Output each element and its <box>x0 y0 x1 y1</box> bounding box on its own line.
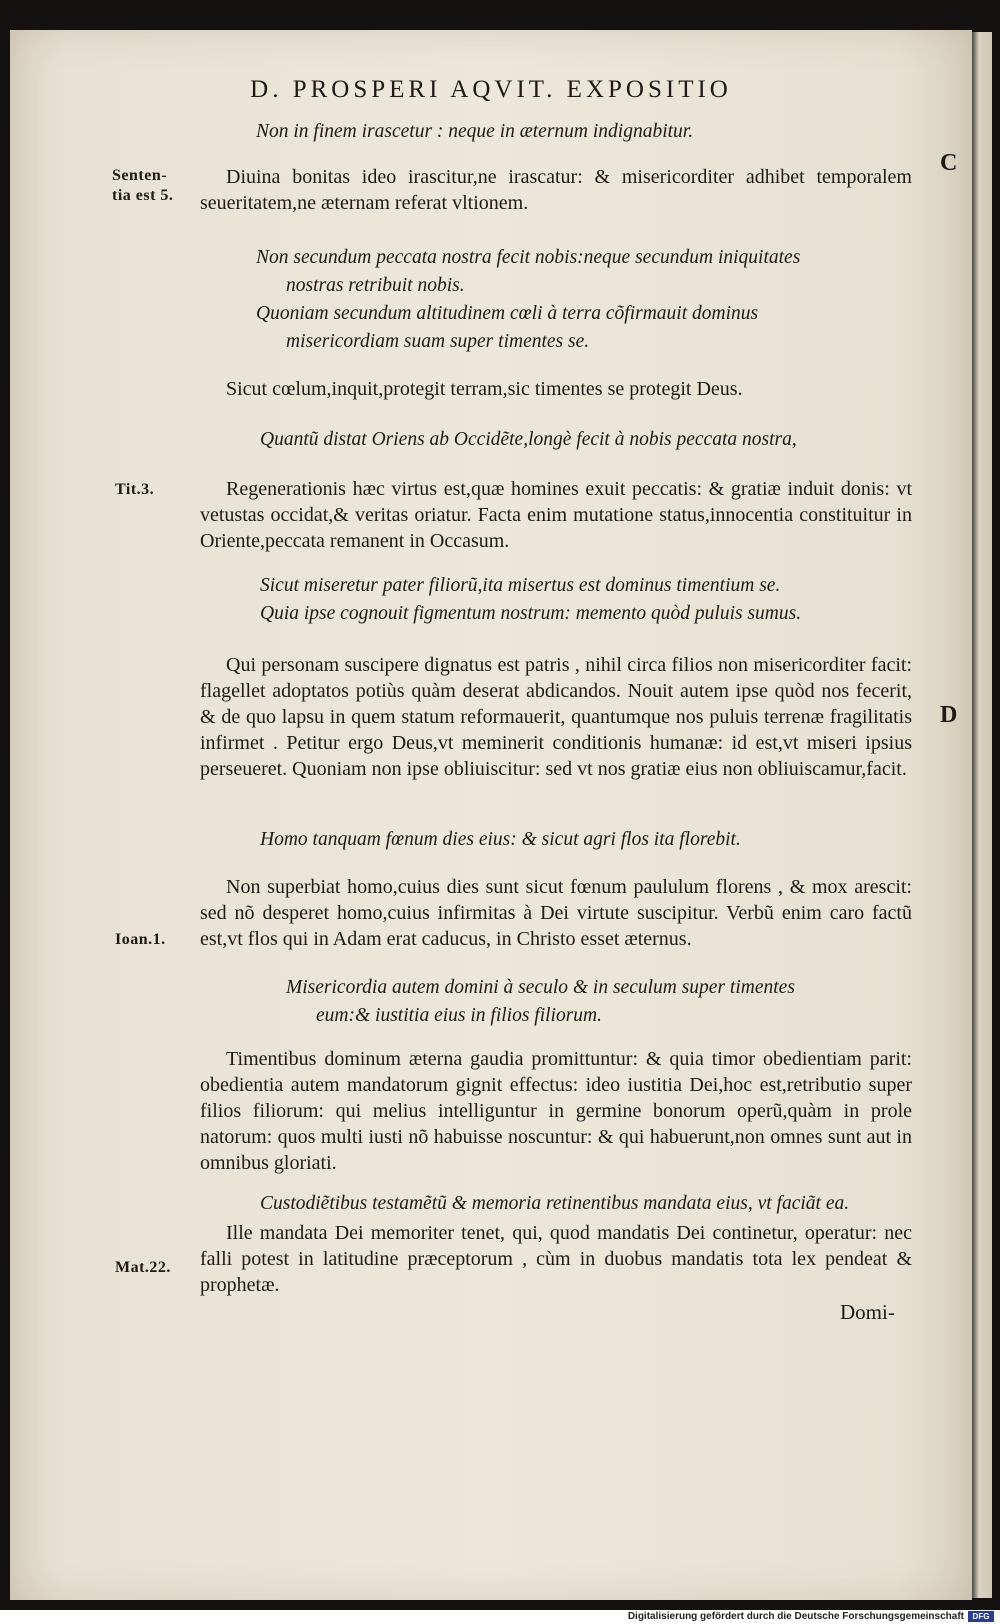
verse-line: eum:& iustitia eius in filios filiorum. <box>316 1005 603 1026</box>
margin-note-mat: Mat.22. <box>115 1259 171 1276</box>
commentary-paragraph <box>200 164 912 216</box>
psalm-verse: Custodiẽtibus testamẽtũ & memoria retinentibus mandata eius, vt faciãt ea. <box>260 1193 850 1214</box>
psalm-verse-block <box>260 572 910 628</box>
commentary-paragraph <box>200 476 912 554</box>
commentary-paragraph <box>200 1046 912 1176</box>
signature-mark-d: D <box>940 702 958 728</box>
verse-line: Sicut miseretur pater filiorũ,ita misertus est dominus timentium se. <box>260 575 781 596</box>
commentary-text: Timentibus dominum æterna gaudia promittuntur: & quia timor obedientiam parit: obedientia autem mandatorum gignit effectus: ideo iustitia Dei,hoc est,retributio super filios filiorum: qui melius intelliguntur in germine bonorum operũ,quàm in prole natorum: quos multi iusti nõ habuisse noscuntur: & qui habuerunt,non omnes sunt aut in omnibus gloriati. <box>200 1048 912 1174</box>
margin-note-line: tia est 5. <box>112 187 174 204</box>
running-head: D. PROSPERI AQVIT. EXPOSITIO <box>250 76 732 103</box>
commentary-paragraph <box>200 874 912 952</box>
signature-mark-c: C <box>940 150 958 176</box>
commentary-paragraph <box>200 1220 912 1298</box>
commentary-text: Non superbiat homo,cuius dies sunt sicut fœnum paululum florens , & mox arescit: sed nõ desperet homo,cuius infirmitas à Dei virtute suscipitur. Verbũ enim caro factũ est,vt flos qui in Adam erat caducus, in Christo esset æternus. <box>200 876 912 950</box>
commentary-text: Qui personam suscipere dignatus est patris , nihil circa filios non misericorditer facit: flagellet adoptatos potiùs quàm deserat abdicandos. Nouit autem ipse quòd nos fecerit, & de quo lapsu in quem statum reformauerit, quantumque nos puluis terrenæ fragilitatis infirmet . Petitur ergo Deus,vt meminerit conditionis humanæ: id est,vt miseri ipsius perseueret. Quoniam non ipse obliuiscitur: sed vt nos gratiæ eius non obliuiscamur,facit. <box>200 654 912 780</box>
commentary-paragraph <box>200 652 912 782</box>
digitization-footer <box>0 1610 1000 1624</box>
book-page <box>10 30 972 1600</box>
verse-line: nostras retribuit nobis. <box>286 275 465 296</box>
commentary-text: Ille mandata Dei memoriter tenet, qui, quod mandatis Dei continetur, operatur: nec falli potest in latitudine præceptorum , cùm in duobus mandatis tota lex pendeat & prophetæ. <box>200 1222 912 1296</box>
verse-line: Non secundum peccata nostra fecit nobis:neque secundum iniquitates <box>256 247 801 268</box>
verse-line: misericordiam suam super timentes se. <box>286 331 590 352</box>
psalm-verse: Non in finem irascetur : neque in æternum indignabitur. <box>256 121 694 142</box>
margin-note-sententia <box>112 166 173 206</box>
dfg-logo: DFG <box>968 1611 994 1622</box>
commentary-text: Diuina bonitas ideo irascitur,ne irascatur: & misericorditer adhibet temporalem seueritatem,ne æternam referat vltionem. <box>200 166 912 214</box>
commentary-paragraph: Sicut cœlum,inquit,protegit terram,sic timentes se protegit Deus. <box>226 378 743 400</box>
psalm-verse: Quantũ distat Oriens ab Occidẽte,longè fecit à nobis peccata nostra, <box>260 429 797 450</box>
psalm-verse: Homo tanquam fœnum dies eius: & sicut agri flos ita florebit. <box>260 829 741 850</box>
psalm-verse-block <box>256 244 896 356</box>
psalm-verse-block <box>286 974 906 1030</box>
commentary-text: Regenerationis hæc virtus est,quæ homines exuit peccatis: & gratiæ induit donis: vt vetustas occidat,& veritas oriatur. Facta enim mutatione status,innocentia constituitur in Oriente,peccata remanent in Occasum. <box>200 478 912 552</box>
margin-note-line: Senten- <box>112 167 168 184</box>
margin-note-tit: Tit.3. <box>115 481 155 498</box>
margin-note-ioan: Ioan.1. <box>115 931 166 948</box>
catchword: Domi- <box>840 1300 895 1324</box>
verse-line: Quia ipse cognouit figmentum nostrum: memento quòd puluis sumus. <box>260 603 802 624</box>
funding-credit: Digitalisierung gefördert durch die Deutsche Forschungsgemeinschaft <box>627 1611 964 1622</box>
verse-line: Misericordia autem domini à seculo & in seculum super timentes <box>286 977 795 998</box>
adjacent-page-edge <box>972 32 992 1598</box>
verse-line: Quoniam secundum altitudinem cœli à terra cõfirmauit dominus <box>256 303 759 324</box>
